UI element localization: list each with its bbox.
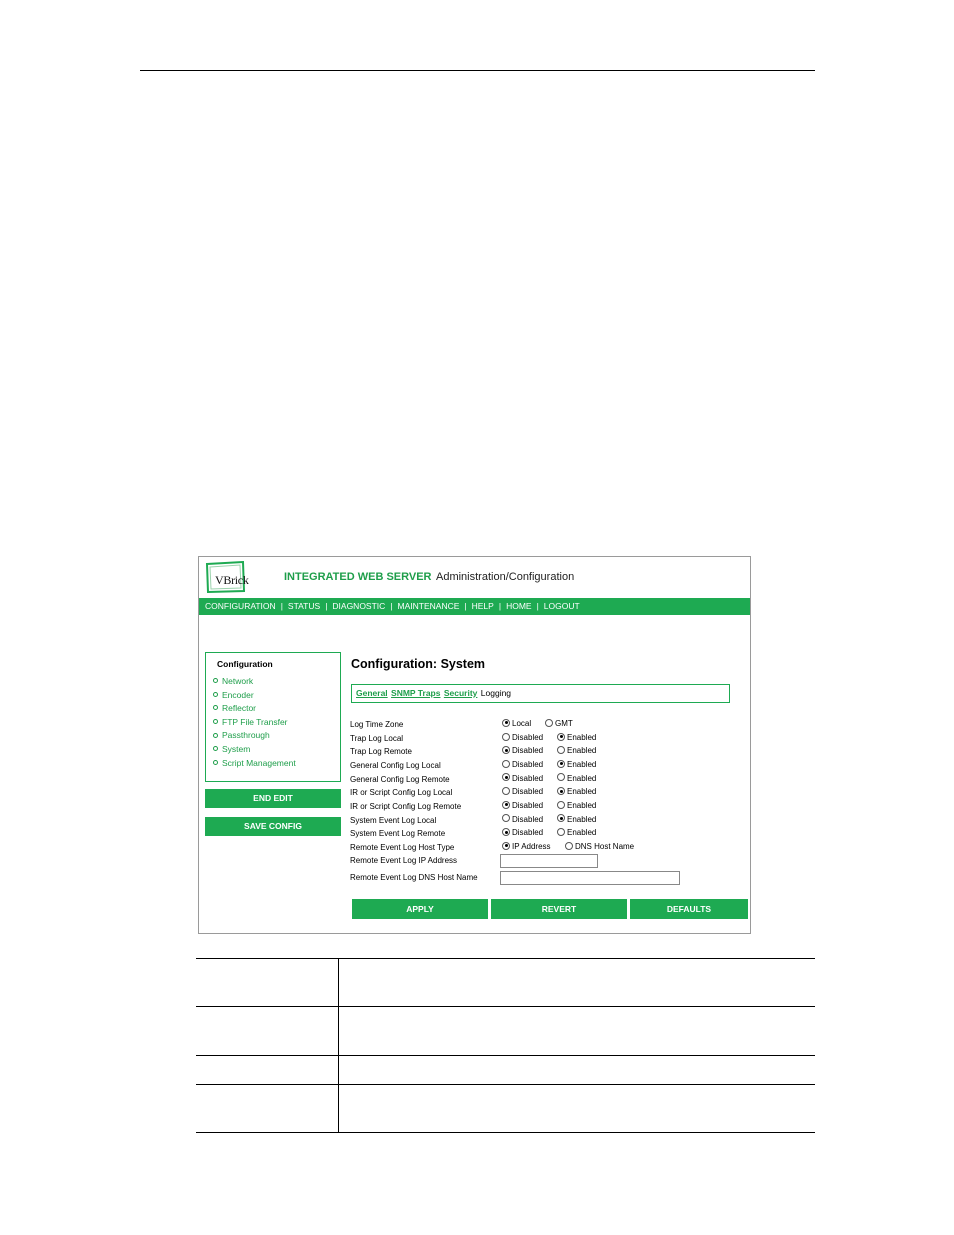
- sidebar-item-ftp-file-transfer[interactable]: [213, 716, 296, 730]
- defaults-button[interactable]: DEFAULTS: [630, 899, 748, 919]
- radio-option[interactable]: [557, 746, 596, 755]
- radio-option-label: Enabled: [567, 814, 597, 824]
- sidebar-item-label: Passthrough: [222, 730, 270, 741]
- sidebar-item-label: FTP File Transfer: [222, 716, 288, 727]
- revert-button[interactable]: REVERT: [491, 899, 627, 919]
- radio-option-label: Enabled: [567, 773, 597, 783]
- nav-separator: |: [280, 601, 283, 611]
- radio-group: [502, 760, 601, 769]
- sidebar-item-label: Reflector: [222, 703, 257, 714]
- radio-group: [502, 828, 601, 837]
- bullet-icon: [213, 746, 218, 751]
- radio-group: [502, 746, 601, 755]
- radio-option-label: Enabled: [567, 800, 597, 810]
- radio-option[interactable]: [545, 719, 573, 728]
- app-title: INTEGRATED WEB SERVER: [284, 571, 432, 583]
- tab-general[interactable]: General: [356, 688, 388, 698]
- nav-home[interactable]: HOME: [506, 601, 532, 611]
- save-config-button[interactable]: SAVE CONFIG: [205, 817, 341, 836]
- radio-option-label: Enabled: [567, 787, 597, 797]
- radio-button-icon[interactable]: [557, 733, 565, 741]
- setting-label: System Event Log Remote: [350, 829, 446, 839]
- nav-maintenance[interactable]: MAINTENANCE: [397, 601, 460, 611]
- radio-option[interactable]: [502, 746, 552, 755]
- radio-group: [502, 842, 639, 851]
- radio-option-label: Disabled: [512, 773, 544, 783]
- table-rule: [196, 958, 815, 959]
- table-rule: [196, 1006, 815, 1007]
- sidebar-item-label: Script Management: [222, 757, 296, 768]
- radio-button-icon[interactable]: [557, 773, 565, 781]
- nav-logout[interactable]: LOGOUT: [543, 601, 580, 611]
- app-subtitle: Administration/Configuration: [436, 571, 575, 583]
- bullet-icon: [213, 692, 218, 697]
- radio-button-icon[interactable]: [557, 814, 565, 822]
- setting-label: IR or Script Config Log Local: [350, 788, 453, 798]
- top-navbar: [199, 598, 750, 615]
- radio-option-label: Disabled: [512, 746, 544, 756]
- radio-option-label: Disabled: [512, 828, 544, 838]
- radio-option[interactable]: [502, 760, 552, 769]
- radio-option[interactable]: [557, 774, 596, 783]
- radio-button-icon[interactable]: [502, 773, 510, 781]
- radio-group: [502, 815, 601, 824]
- radio-option-label: Local: [512, 719, 532, 728]
- radio-group: [502, 774, 601, 783]
- nav-diagnostic[interactable]: DIAGNOSTIC: [332, 601, 386, 611]
- setting-label: Log Time Zone: [350, 720, 404, 729]
- radio-option-label: Disabled: [512, 759, 544, 769]
- setting-label: General Config Log Local: [350, 760, 441, 770]
- setting-label: IR or Script Config Log Remote: [350, 801, 462, 811]
- radio-option[interactable]: [502, 787, 552, 796]
- setting-label: Trap Log Local: [350, 733, 404, 743]
- radio-option-label: Enabled: [567, 746, 597, 756]
- radio-option-label: IP Address: [512, 841, 551, 851]
- radio-option[interactable]: [565, 842, 634, 851]
- ip-address-label: Remote Event Log IP Address: [350, 856, 458, 865]
- ip-address-input[interactable]: [500, 854, 598, 868]
- setting-label: Trap Log Remote: [350, 747, 412, 757]
- radio-button-icon[interactable]: [545, 719, 553, 727]
- bullet-icon: [213, 678, 218, 683]
- radio-button-icon[interactable]: [502, 733, 510, 741]
- radio-option[interactable]: [502, 828, 552, 837]
- sidebar-item-script-management[interactable]: [213, 757, 296, 771]
- nav-separator: |: [498, 601, 502, 611]
- radio-button-icon[interactable]: [565, 842, 573, 850]
- radio-button-icon[interactable]: [557, 746, 565, 754]
- radio-button-icon[interactable]: [502, 787, 510, 795]
- radio-option[interactable]: [502, 719, 540, 728]
- radio-button-icon[interactable]: [502, 842, 510, 850]
- table-rule: [196, 1084, 815, 1085]
- end-edit-button[interactable]: END EDIT: [205, 789, 341, 808]
- radio-button-icon[interactable]: [557, 760, 565, 768]
- radio-option-label: Disabled: [512, 787, 544, 797]
- table-rule: [196, 1055, 815, 1056]
- page-title: Configuration: System: [351, 657, 486, 671]
- radio-option-label: Disabled: [512, 814, 544, 824]
- radio-option[interactable]: [502, 733, 552, 742]
- screenshot-frame: [198, 556, 751, 934]
- bullet-icon: [213, 705, 218, 710]
- radio-option-label: Enabled: [567, 828, 597, 838]
- radio-button-icon[interactable]: [557, 787, 565, 795]
- dns-host-input[interactable]: [500, 871, 680, 885]
- tab-logging: Logging: [480, 688, 512, 698]
- sidebar-item-network[interactable]: [213, 675, 296, 689]
- bullet-icon: [213, 733, 218, 738]
- radio-option[interactable]: [502, 842, 560, 851]
- nav-status[interactable]: STATUS: [287, 601, 321, 611]
- radio-group: [502, 787, 601, 796]
- radio-group: [502, 801, 601, 810]
- sidebar-item-reflector[interactable]: [213, 702, 296, 716]
- radio-group: [502, 719, 578, 728]
- radio-option[interactable]: [502, 815, 552, 824]
- radio-option[interactable]: [557, 815, 596, 824]
- dns-host-label: Remote Event Log DNS Host Name: [350, 873, 478, 882]
- radio-button-icon[interactable]: [502, 814, 510, 822]
- sidebar-item-encoder[interactable]: [213, 689, 296, 703]
- nav-separator: |: [390, 601, 393, 611]
- logo-text: VBrick: [215, 573, 249, 587]
- table-rule: [196, 1132, 815, 1133]
- header-rule: [140, 70, 815, 71]
- radio-option[interactable]: [557, 787, 596, 796]
- nav-separator: |: [536, 601, 539, 611]
- radio-button-icon[interactable]: [557, 828, 565, 836]
- setting-label: System Event Log Local: [350, 815, 437, 825]
- radio-button-icon[interactable]: [502, 719, 510, 727]
- tab-security[interactable]: Security: [443, 688, 478, 698]
- radio-option-label: GMT: [555, 719, 573, 728]
- radio-option-label: Disabled: [512, 800, 544, 810]
- radio-option-label: Enabled: [567, 732, 597, 742]
- vbrick-logo: [205, 561, 249, 593]
- nav-separator: |: [325, 601, 328, 611]
- tab-snmp-traps[interactable]: SNMP Traps: [391, 688, 441, 698]
- sidebar-item-system[interactable]: [213, 743, 296, 757]
- sidebar-item-passthrough[interactable]: [213, 729, 296, 743]
- radio-option[interactable]: [557, 801, 596, 810]
- table-column-divider: [338, 958, 339, 1132]
- radio-group: [502, 733, 601, 742]
- radio-option-label: Disabled: [512, 732, 544, 742]
- bullet-icon: [213, 719, 218, 724]
- bullet-icon: [213, 760, 218, 765]
- nav-separator: |: [464, 601, 467, 611]
- radio-option-label: DNS Host Name: [575, 841, 635, 851]
- apply-button[interactable]: APPLY: [352, 899, 488, 919]
- radio-button-icon[interactable]: [557, 801, 565, 809]
- nav-configuration[interactable]: CONFIGURATION: [205, 601, 276, 611]
- tab-bar: [351, 684, 730, 703]
- radio-option[interactable]: [557, 828, 596, 837]
- sidebar-title: Configuration: [217, 659, 273, 669]
- radio-button-icon[interactable]: [502, 801, 510, 809]
- sidebar-item-label: Encoder: [222, 689, 254, 700]
- radio-option[interactable]: [557, 733, 596, 742]
- setting-label: General Config Log Remote: [350, 774, 450, 784]
- radio-option[interactable]: [502, 774, 552, 783]
- radio-option[interactable]: [557, 760, 596, 769]
- setting-label: Remote Event Log Host Type: [350, 842, 455, 852]
- radio-option-label: Enabled: [567, 759, 597, 769]
- sidebar-menu: [205, 652, 341, 782]
- nav-help[interactable]: HELP: [471, 601, 494, 611]
- radio-button-icon[interactable]: [502, 746, 510, 754]
- radio-button-icon[interactable]: [502, 828, 510, 836]
- sidebar-item-label: System: [222, 743, 251, 754]
- radio-button-icon[interactable]: [502, 760, 510, 768]
- radio-option[interactable]: [502, 801, 552, 810]
- sidebar-item-label: Network: [222, 676, 254, 686]
